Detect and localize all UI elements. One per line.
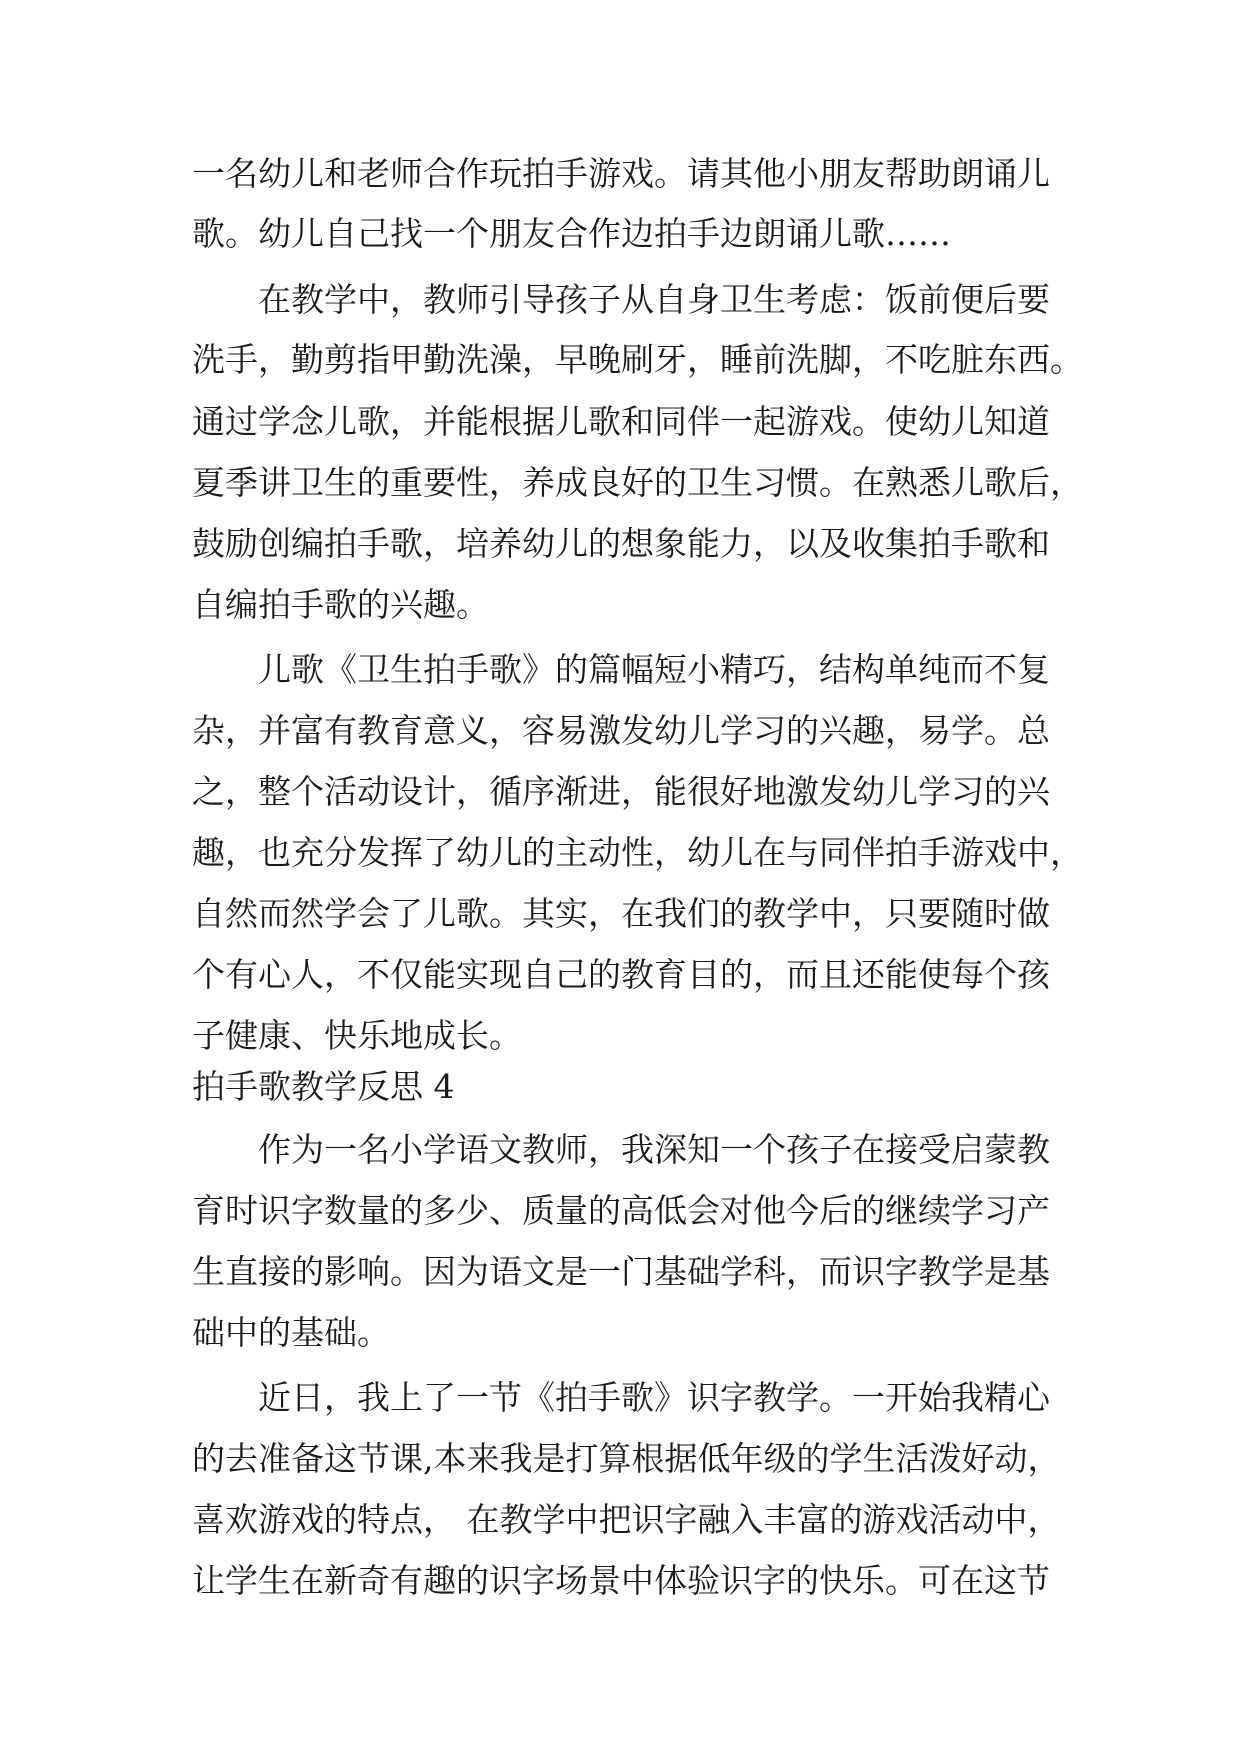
paragraph-line: 自编拍手歌的兴趣。	[192, 585, 489, 624]
paragraph-line: 之，整个活动设计，循序渐进，能很好地激发幼儿学习的兴	[192, 772, 1050, 811]
paragraph-line: 子健康、快乐地成长。	[192, 1016, 522, 1055]
paragraph-line: 生直接的影响。因为语文是一门基础学科，而识字教学是基	[192, 1252, 1050, 1291]
paragraph-line: 一名幼儿和老师合作玩拍手游戏。请其他小朋友帮助朗诵儿	[192, 154, 1050, 193]
paragraph-line: 让学生在新奇有趣的识字场景中体验识字的快乐。可在这节	[192, 1561, 1050, 1600]
section-heading: 拍手歌教学反思 4	[192, 1067, 455, 1106]
paragraph-line: 础中的基础。	[192, 1313, 390, 1352]
paragraph-line: 趣，也充分发挥了幼儿的主动性，幼儿在与同伴拍手游戏中，	[192, 833, 1083, 872]
paragraph-line: 个有心人，不仅能实现自己的教育目的，而且还能使每个孩	[192, 955, 1050, 994]
paragraph-line: 夏季讲卫生的重要性，养成良好的卫生习惯。在熟悉儿歌后，	[192, 463, 1083, 502]
paragraph-line: 歌。幼儿自己找一个朋友合作边拍手边朗诵儿歌……	[192, 214, 951, 253]
paragraph-line: 儿歌《卫生拍手歌》的篇幅短小精巧，结构单纯而不复	[258, 650, 1050, 689]
paragraph-line: 作为一名小学语文教师，我深知一个孩子在接受启蒙教	[258, 1130, 1050, 1169]
paragraph-line: 喜欢游戏的特点， 在教学中把识字融入丰富的游戏活动中，	[192, 1500, 1061, 1539]
paragraph-line: 在教学中，教师引导孩子从自身卫生考虑：饭前便后要	[258, 280, 1050, 319]
paragraph-line: 通过学念儿歌，并能根据儿歌和同伴一起游戏。使幼儿知道	[192, 402, 1050, 441]
paragraph-line: 洗手，勤剪指甲勤洗澡，早晚刷牙，睡前洗脚，不吃脏东西。	[192, 340, 1083, 379]
paragraph-line: 杂，并富有教育意义，容易激发幼儿学习的兴趣，易学。总	[192, 711, 1050, 750]
paragraph-line: 育时识字数量的多少、质量的高低会对他今后的继续学习产	[192, 1191, 1050, 1230]
paragraph-line: 近日，我上了一节《拍手歌》识字教学。一开始我精心	[258, 1378, 1050, 1417]
paragraph-line: 鼓励创编拍手歌，培养幼儿的想象能力，以及收集拍手歌和	[192, 524, 1050, 563]
paragraph-line: 自然而然学会了儿歌。其实，在我们的教学中，只要随时做	[192, 894, 1050, 933]
paragraph-line: 的去准备这节课,本来我是打算根据低年级的学生活泼好动，	[192, 1439, 1061, 1478]
